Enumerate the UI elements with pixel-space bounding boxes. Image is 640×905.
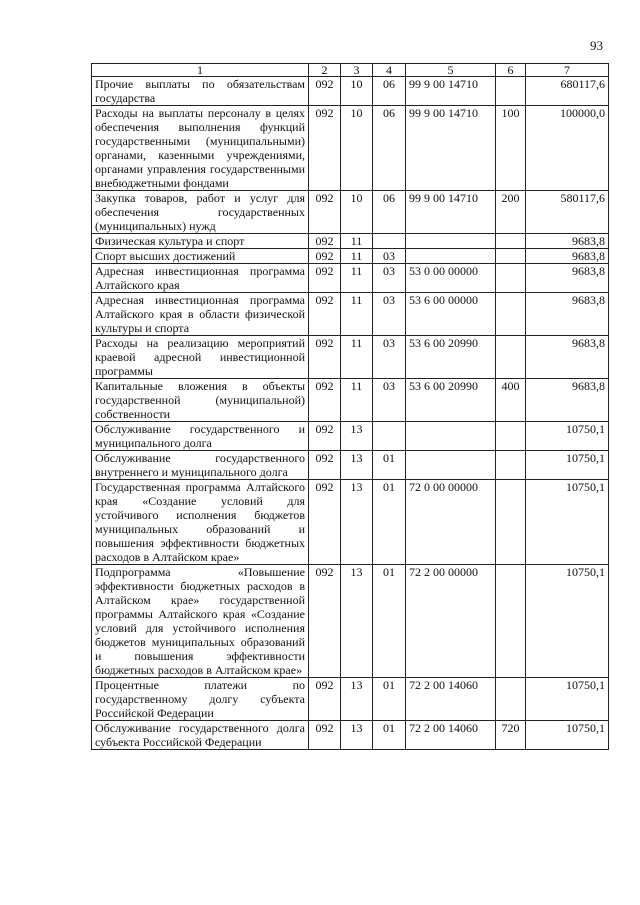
section-code: 11: [341, 379, 373, 422]
amount: 10750,1: [526, 422, 609, 451]
subsection-code: 03: [373, 379, 406, 422]
section-code: 11: [341, 336, 373, 379]
section-code: 11: [341, 264, 373, 293]
item-name: Прочие выплаты по обязательствам государства: [92, 77, 309, 106]
column-header: 1: [92, 64, 309, 77]
ministry-code: 092: [309, 721, 341, 750]
item-name: Процентные платежи по государственному долгу субъекта Российской Федерации: [92, 678, 309, 721]
subsection-code: 01: [373, 565, 406, 678]
subsection-code: 01: [373, 480, 406, 565]
section-code: 11: [341, 234, 373, 249]
expense-type-code: [496, 336, 526, 379]
expense-type-code: [496, 451, 526, 480]
amount: 9683,8: [526, 249, 609, 264]
column-header: 3: [341, 64, 373, 77]
column-header: 5: [406, 64, 496, 77]
table-row: [92, 191, 609, 234]
table-row: [92, 77, 609, 106]
subsection-code: 01: [373, 451, 406, 480]
section-code: 10: [341, 77, 373, 106]
section-code: 10: [341, 191, 373, 234]
item-name: Капитальные вложения в объекты государственной (муниципальной) собственности: [92, 379, 309, 422]
ministry-code: 092: [309, 293, 341, 336]
item-name: Адресная инвестиционная программа Алтайского края в области физической культуры и спорта: [92, 293, 309, 336]
expense-type-code: 400: [496, 379, 526, 422]
subsection-code: 06: [373, 77, 406, 106]
table-row: [92, 249, 609, 264]
subsection-code: 03: [373, 336, 406, 379]
amount: 9683,8: [526, 336, 609, 379]
target-article-code: [406, 249, 496, 264]
amount: 10750,1: [526, 480, 609, 565]
target-article-code: [406, 451, 496, 480]
subsection-code: 06: [373, 106, 406, 191]
target-article-code: 53 6 00 20990: [406, 336, 496, 379]
expense-type-code: [496, 264, 526, 293]
table-row: [92, 451, 609, 480]
ministry-code: 092: [309, 191, 341, 234]
subsection-code: [373, 422, 406, 451]
target-article-code: 72 2 00 14060: [406, 678, 496, 721]
table-row: [92, 721, 609, 750]
item-name: Подпрограмма «Повышение эффективности бюджетных расходов в Алтайском крае» государственной программы Алтайского края «Создание условий для устойчивого исполнения бюджетов муниципальных образований и повышения эффективности бюджетных расходов в Алтайском крае»: [92, 565, 309, 678]
section-code: 13: [341, 721, 373, 750]
ministry-code: 092: [309, 77, 341, 106]
section-code: 11: [341, 293, 373, 336]
section-code: 13: [341, 678, 373, 721]
amount: 680117,6: [526, 77, 609, 106]
amount: 580117,6: [526, 191, 609, 234]
subsection-code: [373, 234, 406, 249]
ministry-code: 092: [309, 480, 341, 565]
subsection-code: 03: [373, 264, 406, 293]
expense-type-code: [496, 249, 526, 264]
item-name: Спорт высших достижений: [92, 249, 309, 264]
ministry-code: 092: [309, 422, 341, 451]
item-name: Обслуживание государственного и муниципального долга: [92, 422, 309, 451]
amount: 10750,1: [526, 451, 609, 480]
ministry-code: 092: [309, 451, 341, 480]
target-article-code: 72 2 00 00000: [406, 565, 496, 678]
item-name: Расходы на реализацию мероприятий краевой адресной инвестиционной программы: [92, 336, 309, 379]
column-header: 7: [526, 64, 609, 77]
table-row: [92, 422, 609, 451]
budget-table: [91, 63, 609, 750]
table-row: [92, 336, 609, 379]
table-row: [92, 480, 609, 565]
target-article-code: 53 0 00 00000: [406, 264, 496, 293]
table-row: [92, 678, 609, 721]
item-name: Закупка товаров, работ и услуг для обеспечения государственных (муниципальных) нужд: [92, 191, 309, 234]
amount: 10750,1: [526, 678, 609, 721]
amount: 9683,8: [526, 379, 609, 422]
item-name: Обслуживание государственного долга субъекта Российской Федерации: [92, 721, 309, 750]
target-article-code: 53 6 00 20990: [406, 379, 496, 422]
table-row: [92, 293, 609, 336]
table-row: [92, 565, 609, 678]
item-name: Расходы на выплаты персоналу в целях обеспечения выполнения функций государственными (муниципальными) органами, казенными учреждениями, органами управления государственными внебюджетными фондами: [92, 106, 309, 191]
subsection-code: 06: [373, 191, 406, 234]
subsection-code: 01: [373, 721, 406, 750]
table-row: [92, 379, 609, 422]
target-article-code: [406, 234, 496, 249]
expense-type-code: [496, 234, 526, 249]
expense-type-code: [496, 77, 526, 106]
section-code: 13: [341, 565, 373, 678]
item-name: Адресная инвестиционная программа Алтайского края: [92, 264, 309, 293]
target-article-code: [406, 422, 496, 451]
ministry-code: 092: [309, 565, 341, 678]
expense-type-code: 100: [496, 106, 526, 191]
ministry-code: 092: [309, 264, 341, 293]
ministry-code: 092: [309, 106, 341, 191]
subsection-code: 03: [373, 249, 406, 264]
amount: 9683,8: [526, 264, 609, 293]
header-row: [92, 64, 609, 77]
section-code: 13: [341, 480, 373, 565]
expense-type-code: [496, 480, 526, 565]
expense-type-code: 200: [496, 191, 526, 234]
column-header: 4: [373, 64, 406, 77]
ministry-code: 092: [309, 249, 341, 264]
subsection-code: 03: [373, 293, 406, 336]
expense-type-code: [496, 678, 526, 721]
table-row: [92, 264, 609, 293]
subsection-code: 01: [373, 678, 406, 721]
target-article-code: 72 0 00 00000: [406, 480, 496, 565]
target-article-code: 72 2 00 14060: [406, 721, 496, 750]
ministry-code: 092: [309, 234, 341, 249]
expense-type-code: [496, 422, 526, 451]
target-article-code: 99 9 00 14710: [406, 191, 496, 234]
section-code: 11: [341, 249, 373, 264]
expense-type-code: [496, 293, 526, 336]
table-row: [92, 234, 609, 249]
target-article-code: 53 6 00 00000: [406, 293, 496, 336]
page-number: 93: [590, 38, 603, 53]
target-article-code: 99 9 00 14710: [406, 77, 496, 106]
expense-type-code: 720: [496, 721, 526, 750]
column-header: 2: [309, 64, 341, 77]
column-header: 6: [496, 64, 526, 77]
amount: 10750,1: [526, 565, 609, 678]
table-row: [92, 106, 609, 191]
item-name: Государственная программа Алтайского края «Создание условий для устойчивого исполнения бюджетов муниципальных образований и повышения эффективности бюджетных расходов в Алтайском крае»: [92, 480, 309, 565]
section-code: 13: [341, 422, 373, 451]
expense-type-code: [496, 565, 526, 678]
section-code: 13: [341, 451, 373, 480]
item-name: Обслуживание государственного внутреннего и муниципального долга: [92, 451, 309, 480]
section-code: 10: [341, 106, 373, 191]
amount: 9683,8: [526, 234, 609, 249]
ministry-code: 092: [309, 379, 341, 422]
amount: 10750,1: [526, 721, 609, 750]
amount: 9683,8: [526, 293, 609, 336]
ministry-code: 092: [309, 678, 341, 721]
amount: 100000,0: [526, 106, 609, 191]
ministry-code: 092: [309, 336, 341, 379]
target-article-code: 99 9 00 14710: [406, 106, 496, 191]
item-name: Физическая культура и спорт: [92, 234, 309, 249]
